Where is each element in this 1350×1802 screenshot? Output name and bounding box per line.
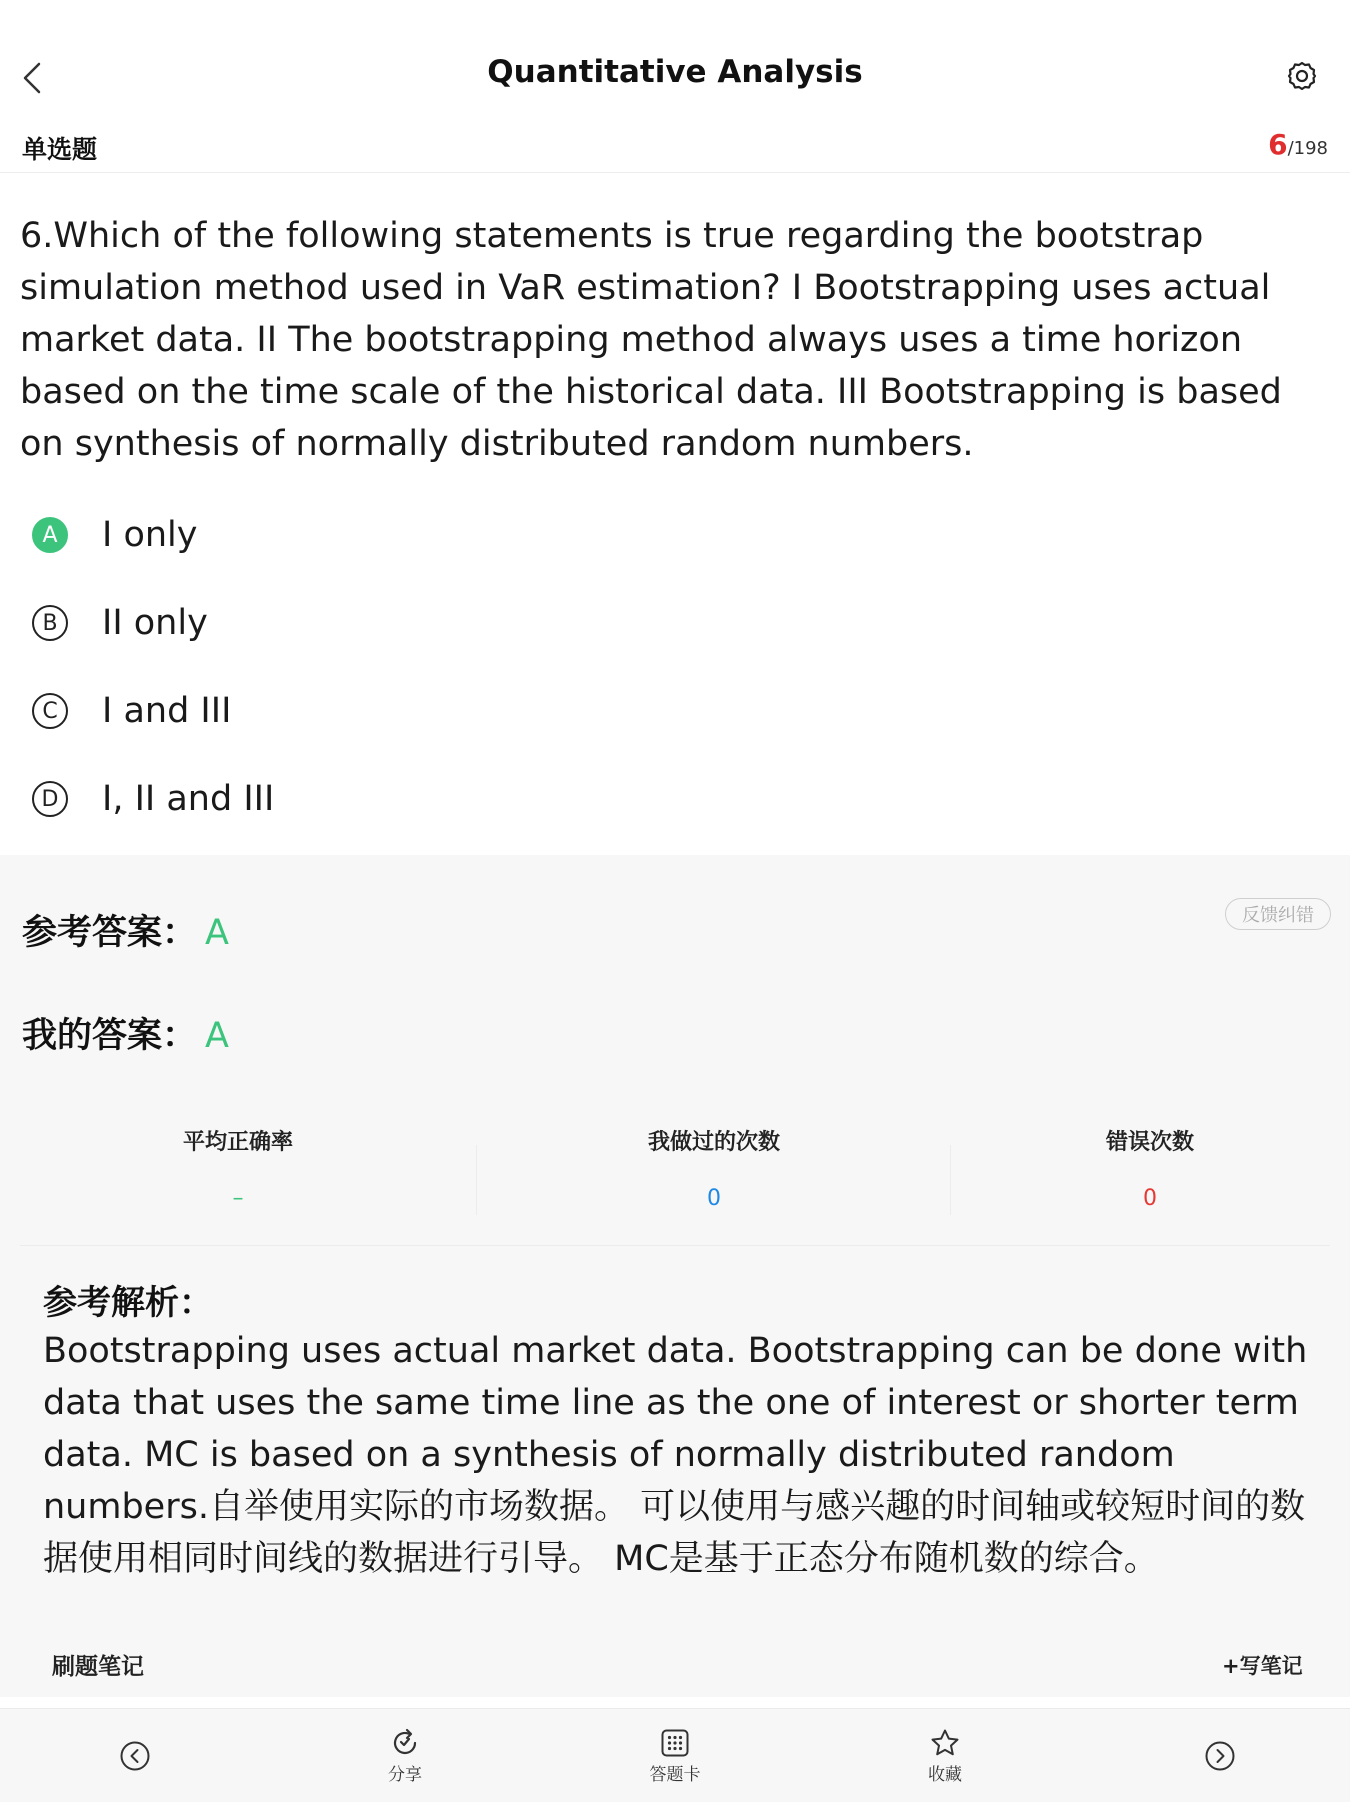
header-divider	[0, 172, 1350, 173]
chevron-left-circle-icon	[119, 1740, 151, 1772]
answer-panel	[0, 855, 1350, 1697]
chevron-right-circle-icon	[1204, 1740, 1236, 1772]
my-answer-value: A	[205, 1016, 229, 1056]
favorite-label: 收藏	[928, 1764, 962, 1785]
option-c[interactable]	[32, 681, 231, 741]
gear-icon	[1286, 60, 1318, 92]
answer-card-label: 答题卡	[649, 1764, 701, 1785]
option-text: I and III	[102, 691, 232, 731]
notes-label: 刷题笔记	[52, 1654, 144, 1680]
stat-label: 平均正确率	[182, 1130, 293, 1155]
stat-accuracy	[20, 1115, 456, 1211]
page-title: Quantitative Analysis	[487, 54, 863, 90]
stat-label: 我做过的次数	[647, 1130, 780, 1155]
my-answer	[22, 1008, 229, 1058]
header	[0, 0, 1350, 164]
option-letter: D	[32, 781, 68, 817]
my-answer-label: 我的答案：	[22, 1016, 198, 1056]
next-button[interactable]	[1200, 1709, 1240, 1802]
current-index: 6	[1268, 128, 1288, 161]
analysis-title: 参考解析：	[43, 1283, 213, 1323]
settings-button[interactable]	[1282, 56, 1322, 96]
option-text: II only	[102, 603, 208, 643]
star-icon	[930, 1728, 960, 1758]
option-d[interactable]	[32, 769, 274, 829]
stat-label: 错误次数	[1105, 1130, 1194, 1155]
favorite-button[interactable]	[920, 1709, 970, 1802]
stats-row	[20, 1115, 1330, 1235]
feedback-button[interactable]: 反馈纠错	[1225, 898, 1331, 930]
option-text: I, II and III	[102, 779, 275, 819]
option-b[interactable]	[32, 593, 208, 653]
reference-answer-label: 参考答案：	[22, 913, 198, 953]
analysis-body: Bootstrapping uses actual market data. Bootstrapping can be done with data that uses the same time line as the one of interest or shorter term data. MC is based on a synthesis of normally distributed random numbers.自举使用实际的市场数据。 可以使用与感兴趣的时间轴或较短时间的数据使用相同时间线的数据进行引导。 MC是基于正态分布随机数的综合。	[43, 1331, 1308, 1579]
grid-icon	[660, 1728, 690, 1758]
share-icon	[390, 1728, 420, 1758]
stat-value: 0	[1143, 1186, 1157, 1211]
option-letter: A	[32, 517, 68, 553]
stat-attempts	[496, 1115, 932, 1211]
stat-value: 0	[707, 1186, 721, 1211]
write-note-button[interactable]: +写笔记	[1222, 1654, 1303, 1678]
stat-divider	[476, 1145, 477, 1215]
question-counter	[1268, 128, 1328, 161]
question-text: 6.Which of the following statements is true regarding the bootstrap simulation method used in VaR estimation? I Bootstrapping uses actual market data. II The bootstrapping method always uses a time horizon based on the time scale of the historical data. III Bootstrapping is based on synthesis of normally distributed random numbers.	[20, 216, 1282, 464]
reference-answer	[22, 905, 229, 955]
bottom-toolbar	[0, 1708, 1350, 1802]
stats-divider	[20, 1245, 1330, 1246]
option-letter: B	[32, 605, 68, 641]
option-a[interactable]	[32, 505, 197, 565]
previous-button[interactable]	[115, 1709, 155, 1802]
option-letter: C	[32, 693, 68, 729]
total-count: /198	[1287, 138, 1328, 159]
stat-value: –	[232, 1186, 244, 1211]
answer-card-button[interactable]	[640, 1709, 710, 1802]
stat-errors	[932, 1115, 1350, 1211]
share-button[interactable]	[380, 1709, 430, 1802]
option-text: I only	[102, 515, 198, 555]
share-label: 分享	[388, 1764, 422, 1785]
question-type: 单选题	[22, 135, 98, 164]
reference-answer-value: A	[205, 913, 229, 953]
